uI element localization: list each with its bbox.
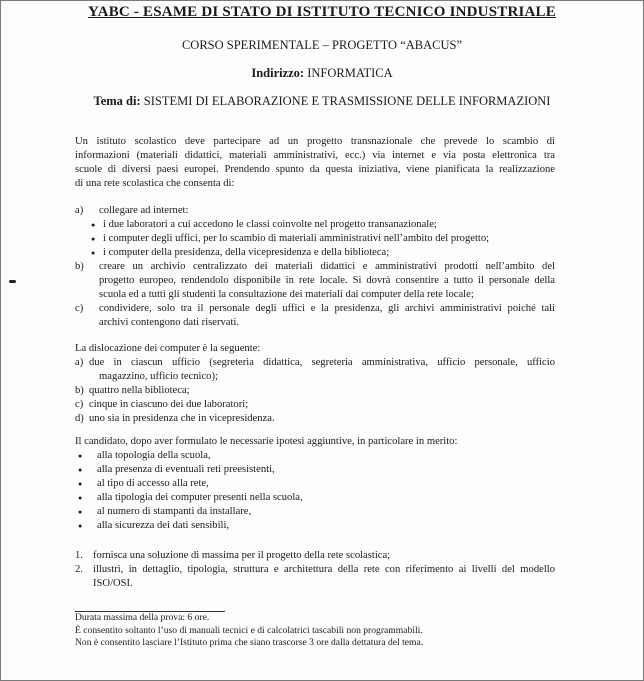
candidate-section xyxy=(75,435,555,533)
item-text: archivi contengono dati riservati. xyxy=(99,317,240,328)
item-text: due in ciascun ufficio (segreteria didattica, segreteria amministrativa, ufficio personale, ufficio xyxy=(89,357,555,368)
item-text: quattro nella biblioteca; xyxy=(89,385,190,396)
dislocation-c xyxy=(75,398,555,412)
bullet-item: ● i computer degli uffici, per lo scambio di materiali amministrativi nell’ambito del progetto; xyxy=(75,232,555,246)
requirement-c xyxy=(75,302,555,316)
item-label: a) xyxy=(75,357,84,368)
item-label: a) xyxy=(75,205,84,216)
item-text: magazzino, ufficio tecnico); xyxy=(99,371,218,382)
intro-paragraph xyxy=(75,135,555,191)
address-value: INFORMATICA xyxy=(307,66,393,80)
dislocation-d xyxy=(75,412,555,426)
item-label: 1. xyxy=(75,550,83,561)
item-text: fornisca una soluzione di massima per il progetto della rete scolastica; xyxy=(93,550,391,561)
bullet-item: ● alla presenza di eventuali reti preesistenti, xyxy=(75,463,555,477)
task-1 xyxy=(75,549,555,563)
topic-value: SISTEMI DI ELABORAZIONE E TRASMISSIONE DELLE INFORMAZIONI xyxy=(143,94,551,108)
document-title: YABC - ESAME DI STATO DI ISTITUTO TECNICO INDUSTRIALE xyxy=(88,4,556,20)
intro-line: di una rete scolastica che consenta di: xyxy=(75,178,235,189)
task-2 xyxy=(75,563,555,577)
bullet-item: ● alla sicurezza dei dati sensibili, xyxy=(75,519,555,533)
leave-note: Non è consentito lasciare l’Istituto prima che siano trascorse 3 ore dalla dettatura del tema. xyxy=(75,637,424,648)
item-label: b) xyxy=(75,261,84,272)
dislocation-section xyxy=(75,342,555,426)
candidate-intro: Il candidato, dopo aver formulato le necessarie ipotesi aggiuntive, in particolare in merito: xyxy=(75,436,458,447)
dislocation-b xyxy=(75,384,555,398)
scan-mark xyxy=(9,280,16,283)
intro-line: Un istituto scolastico deve partecipare ad un progetto transnazionale che prevede lo scambio di xyxy=(75,136,555,147)
item-label: d) xyxy=(75,413,84,424)
item-text: illustri, in dettaglio, tipologia, struttura e architettura della rete con riferimento ai livelli del modello xyxy=(93,564,555,575)
item-label: b) xyxy=(75,385,84,396)
footer-notes xyxy=(75,612,555,650)
item-label: 2. xyxy=(75,564,83,575)
item-label: c) xyxy=(75,303,84,314)
requirements-list xyxy=(75,204,555,330)
tasks-list xyxy=(75,549,555,591)
item-text: cinque in ciascuno dei due laboratori; xyxy=(89,399,249,410)
address-line xyxy=(1,66,643,81)
item-text: creare un archivio centralizzato dei materiali didattici e amministrativi prodotti nell’ambito del xyxy=(99,261,555,272)
item-label: c) xyxy=(75,399,84,410)
address-label: Indirizzo: xyxy=(251,66,305,80)
course-line: CORSO SPERIMENTALE – PROGETTO “ABACUS” xyxy=(181,38,463,52)
item-text: progetto europeo, rendendolo disponibile in rete locale. Si dovrà consentire a tutto il personale della xyxy=(99,275,555,286)
requirement-a xyxy=(75,204,555,218)
topic-line xyxy=(1,94,643,109)
bullet-item: ● al tipo di accesso alla rete, xyxy=(75,477,555,491)
bullet-item: ● al numero di stampanti da installare, xyxy=(75,505,555,519)
item-text: scuola ed a tutti gli studenti la consultazione dei materiali dai computer della rete locale; xyxy=(99,289,474,300)
bullet-item: ● alla topologia della scuola, xyxy=(75,449,555,463)
bullet-item: ● i computer della presidenza, della vicepresidenza e della biblioteca; xyxy=(75,246,555,260)
dislocation-intro: La dislocazione dei computer è la seguente: xyxy=(75,343,261,354)
duration-note: Durata massima della prova: 6 ore. xyxy=(75,612,210,623)
item-text: collegare ad internet: xyxy=(99,205,189,216)
item-text: ISO/OSI. xyxy=(93,578,133,589)
requirement-b xyxy=(75,260,555,274)
item-text: uno sia in presidenza che in vicepresidenza. xyxy=(89,413,275,424)
intro-line: informazioni (materiali didattici, materiali amministrativi, ecc.) via internet e via posta elettronica tra xyxy=(75,150,555,161)
dislocation-a xyxy=(75,356,555,370)
bullet-item: ● i due laboratori a cui accedono le classi coinvolte nel progetto transanazionale; xyxy=(75,218,555,232)
calculators-note: È consentito soltanto l’uso di manuali tecnici e di calcolatrici tascabili non programmabili. xyxy=(75,624,423,636)
item-text: condividere, solo tra il personale degli uffici e la presidenza, gli archivi amministrativi poiché tali xyxy=(99,303,555,314)
topic-label: Tema di: xyxy=(93,94,141,108)
intro-line: scuole di diversi paesi europei. Prendendo spunto da questa iniziativa, viene pianificata la realizzazione xyxy=(75,164,555,175)
bullet-item: ● alla tipologia dei computer presenti nella scuola, xyxy=(75,491,555,505)
